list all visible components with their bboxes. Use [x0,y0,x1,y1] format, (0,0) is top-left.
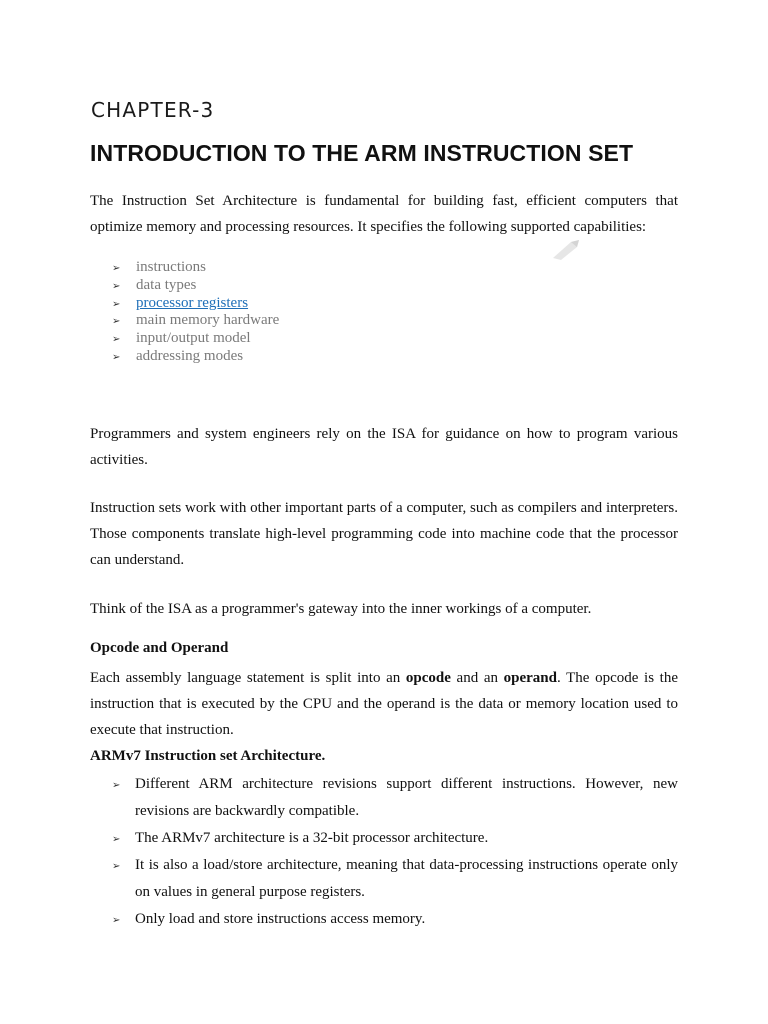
list-item [112,312,279,330]
gateway-paragraph: Think of the ISA as a programmer's gateway into the inner workings of a computer. [90,601,592,617]
bullet-text: The ARMv7 architecture is a 32-bit processor architecture. [135,830,489,846]
arrow-bullet-icon: ➢ [112,915,121,926]
opcode-paragraph [90,665,678,743]
list-item [112,295,279,313]
arrow-bullet-icon: ➢ [112,780,121,791]
list-item [112,771,678,825]
bullet-text: Different ARM architecture revisions support different instructions. However, new revisions are backwardly compatible. [135,776,678,819]
arrow-bullet-icon: ➢ [112,861,121,872]
list-item [112,330,279,348]
intro-paragraph: The Instruction Set Architecture is fundamental for building fast, efficient computers that optimize memory and processing resources. It specifies the following supported capabilities: [90,193,678,235]
list-item [112,852,678,906]
list-item [112,906,678,933]
operand-term: operand [503,670,557,686]
arrow-bullet-icon: ➢ [112,280,121,292]
components-paragraph: Instruction sets work with other important parts of a computer, such as compilers and interpreters. Those components translate high-level programming code into machine code that the processor can understand. [90,500,678,568]
capability-label: instructions [136,259,206,275]
list-item [112,259,279,277]
armv7-bullet-list [112,771,678,933]
arrow-bullet-icon: ➢ [112,334,121,346]
list-item [112,825,678,852]
opcode-section-heading: Opcode and Operand [90,640,229,656]
arrow-bullet-icon: ➢ [112,834,121,845]
capability-label: addressing modes [136,347,244,364]
processor-registers-link[interactable]: processor registers [136,294,249,311]
armv7-section-heading: ARMv7 Instruction set Architecture. [90,748,326,764]
arrow-bullet-icon: ➢ [112,298,121,310]
pencil-mark-icon [551,238,583,260]
bullet-text: It is also a load/store architecture, meaning that data-processing instructions operate only on values in general purpose registers. [135,857,678,900]
list-item [112,348,279,366]
opcode-text-before: Each assembly language statement is split into an [90,670,406,686]
arrow-bullet-icon: ➢ [112,263,121,274]
arrow-bullet-icon: ➢ [112,316,121,328]
capabilities-list [112,259,279,366]
bullet-text: Only load and store instructions access memory. [135,911,426,927]
opcode-text-after: . The opcode is the instruction that is executed by the CPU and the operand is the data or memory location used to execute that instruction. [90,670,678,738]
opcode-term: opcode [405,670,451,686]
capability-label: input/output model [136,330,251,347]
guidance-paragraph: Programmers and system engineers rely on the ISA for guidance on how to program various activities. [90,426,678,468]
arrow-bullet-icon: ➢ [112,351,121,363]
list-item [112,277,279,295]
page-title: INTRODUCTION TO THE ARM INSTRUCTION SET [90,140,634,166]
opcode-text-between: and an [450,670,504,686]
chapter-label: CHAPTER-3 [91,98,215,122]
capability-label: main memory hardware [136,312,280,329]
capability-label: data types [136,276,197,293]
